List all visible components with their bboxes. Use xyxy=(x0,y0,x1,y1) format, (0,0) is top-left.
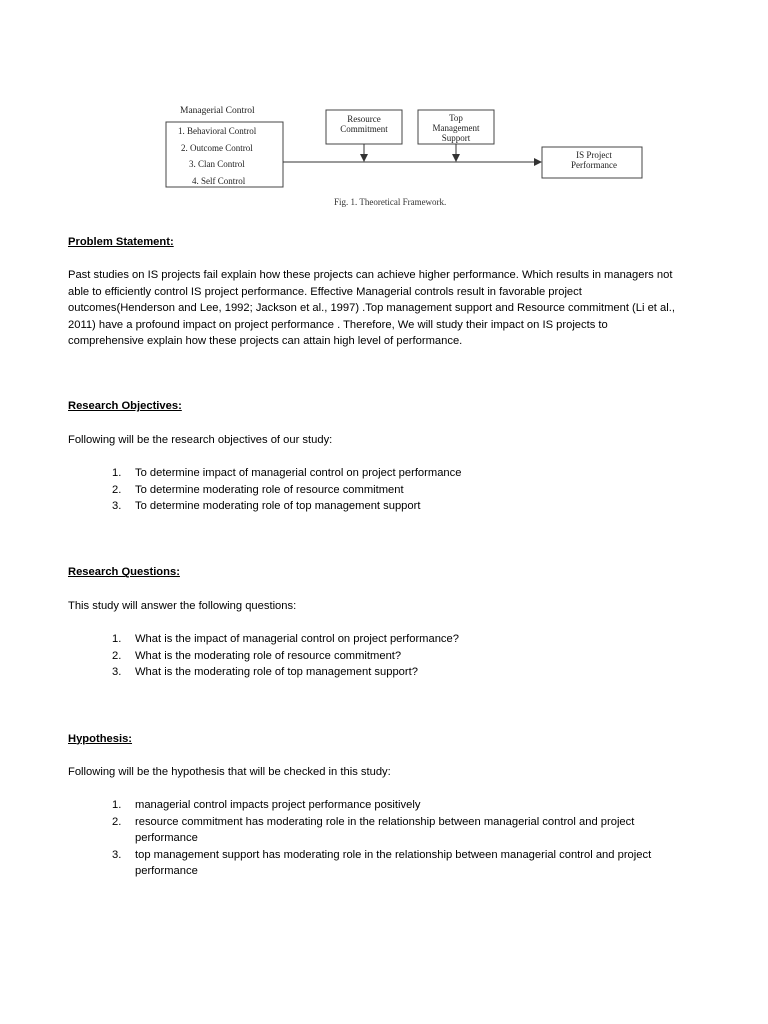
list-text: What is the moderating role of resource commitment? xyxy=(135,649,402,662)
list-item xyxy=(68,814,678,847)
control-item-self: 4. Self Control xyxy=(192,176,246,186)
research-objectives-intro: Following will be the research objectives of our study: xyxy=(68,433,333,446)
problem-statement-text: Past studies on IS projects fail explain how these projects can achieve higher performance. Which results in managers not able to efficiently control IS project performance. Effective Managerial controls result in favorable project outcomes(Henderson and Lee, 1992; Jackson et al., 1997) .Top management support and Resource commitment (Li et al., 2011) have a profound impact on project performance . Therefore, We will study their impact on IS projects to comprehensive explain how these projects can attain high level of performance. xyxy=(68,269,675,348)
hypothesis-heading: Hypothesis: xyxy=(68,732,133,745)
document-body xyxy=(68,234,678,879)
top-management-line-1: Top xyxy=(449,113,463,123)
research-questions-intro: This study will answer the following questions: xyxy=(68,599,297,612)
list-item xyxy=(68,664,678,680)
list-text: What is the impact of managerial control on project performance? xyxy=(135,633,459,646)
list-number: 2. xyxy=(112,483,122,496)
list-number: 2. xyxy=(112,815,122,828)
research-objectives-list xyxy=(68,465,678,514)
list-number: 1. xyxy=(112,799,122,812)
list-item xyxy=(68,482,678,498)
list-text: To determine impact of managerial control on project performance xyxy=(135,467,462,480)
list-number: 1. xyxy=(112,467,122,480)
control-item-outcome: 2. Outcome Control xyxy=(181,143,253,153)
list-text: resource commitment has moderating role in the relationship between managerial control and project performance xyxy=(135,815,635,845)
research-questions-heading: Research Questions: xyxy=(68,566,180,579)
list-item xyxy=(68,797,678,813)
list-number: 3. xyxy=(112,848,122,861)
figure-caption: Fig. 1. Theoretical Framework. xyxy=(334,197,447,207)
list-item xyxy=(68,498,678,514)
list-item xyxy=(68,631,678,647)
is-project-performance-line-1: IS Project xyxy=(576,150,612,160)
list-number: 3. xyxy=(112,666,122,679)
control-item-clan: 3. Clan Control xyxy=(189,159,245,169)
list-text: To determine moderating role of resource commitment xyxy=(135,483,404,496)
resource-commitment-line-2: Commitment xyxy=(340,124,388,134)
is-project-performance-line-2: Performance xyxy=(571,160,617,170)
hypothesis-list xyxy=(68,797,678,879)
list-number: 2. xyxy=(112,649,122,662)
list-item xyxy=(68,465,678,481)
managerial-control-title: Managerial Control xyxy=(180,106,255,116)
framework-diagram xyxy=(0,0,768,220)
hypothesis-intro: Following will be the hypothesis that will be checked in this study: xyxy=(68,765,391,778)
list-number: 1. xyxy=(112,633,122,646)
list-item xyxy=(68,847,678,880)
top-management-line-2: Management xyxy=(432,123,480,133)
research-objectives-heading: Research Objectives: xyxy=(68,400,182,413)
list-number: 3. xyxy=(112,500,122,513)
top-management-line-3: Support xyxy=(441,133,471,143)
list-text: To determine moderating role of top management support xyxy=(135,500,421,513)
list-text: What is the moderating role of top management support? xyxy=(135,666,418,679)
theoretical-framework-figure xyxy=(0,0,768,220)
list-item xyxy=(68,648,678,664)
problem-statement-heading: Problem Statement: xyxy=(68,236,174,248)
resource-commitment-line-1: Resource xyxy=(347,114,381,124)
list-text: top management support has moderating role in the relationship between managerial control and project performance xyxy=(135,848,652,877)
control-item-behavioral: 1. Behavioral Control xyxy=(178,126,257,136)
list-text: managerial control impacts project performance positively xyxy=(135,799,421,812)
research-questions-list xyxy=(68,631,678,680)
